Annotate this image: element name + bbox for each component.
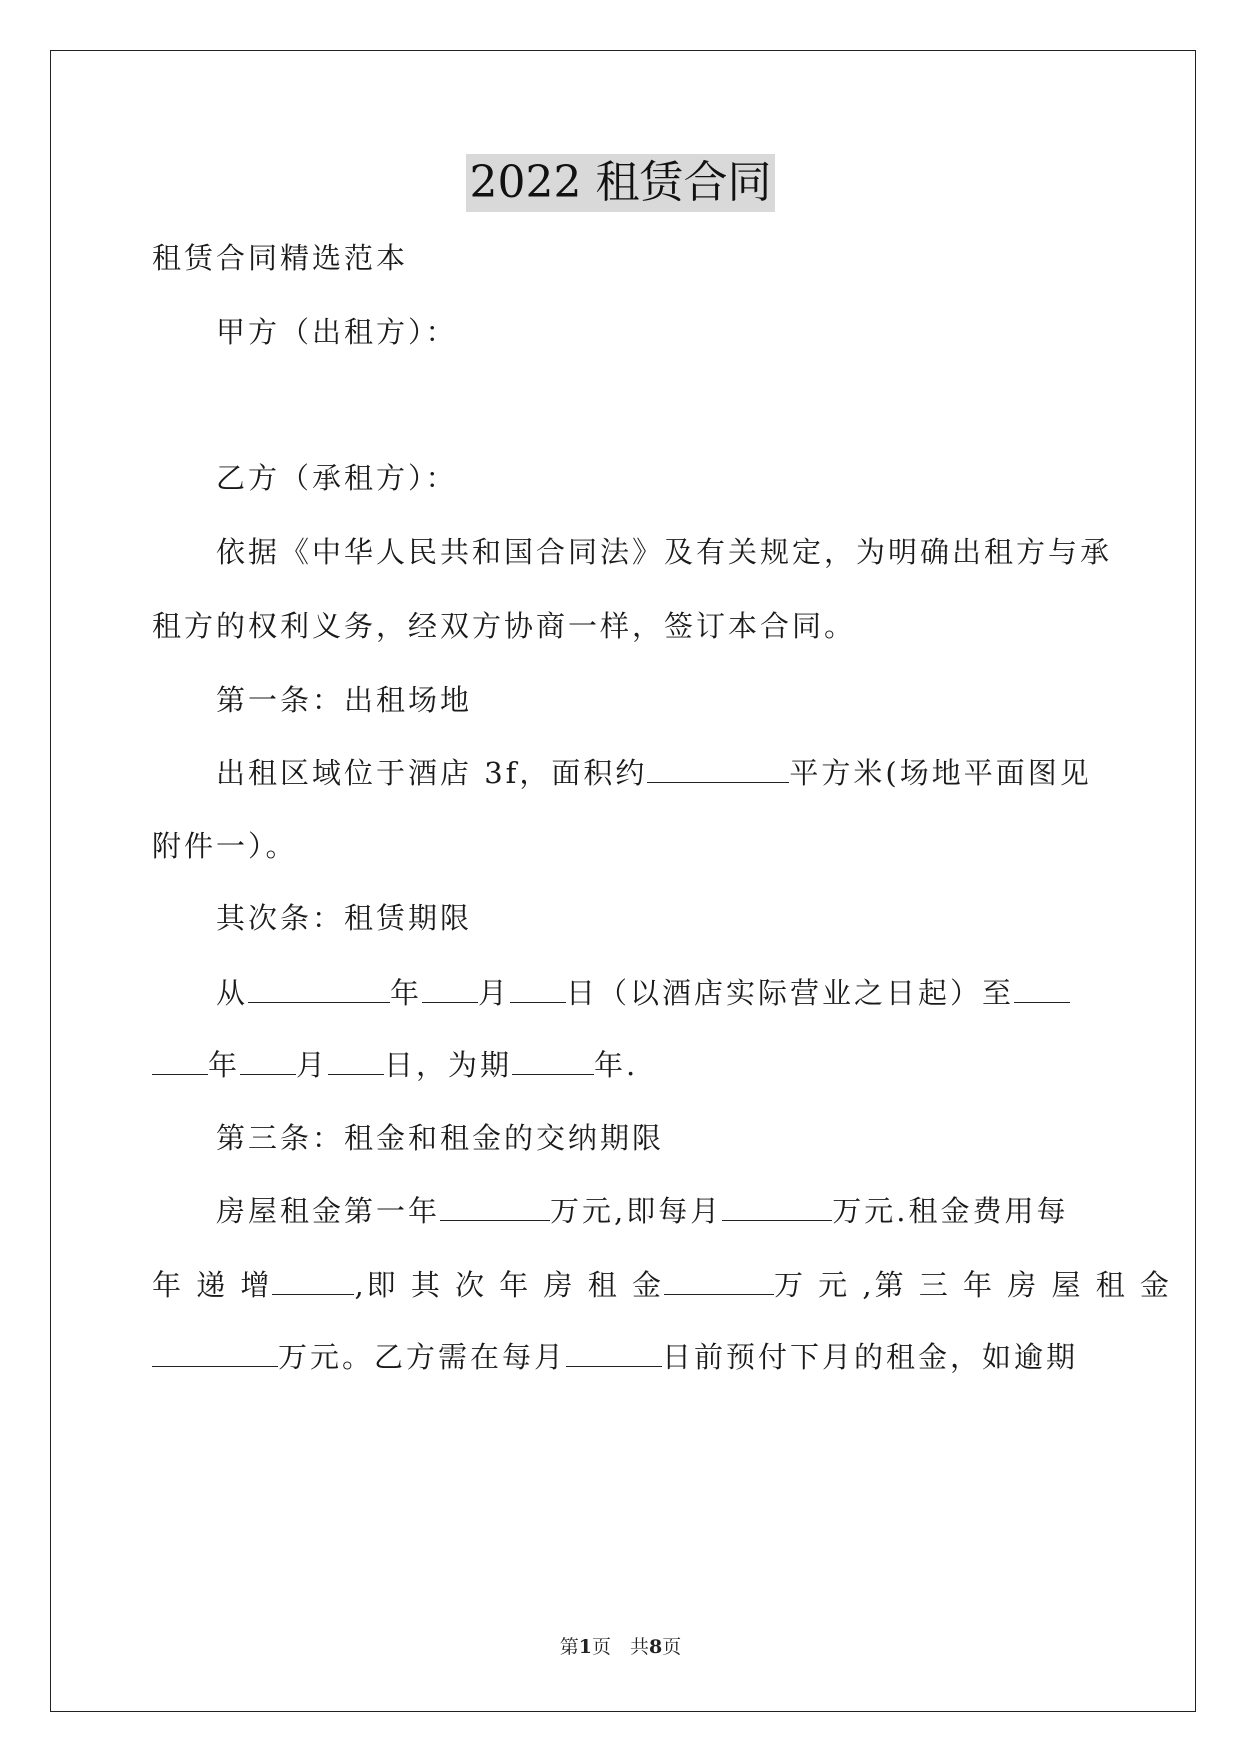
footer-mid: 页 共 — [591, 1636, 649, 1658]
term-text: 年. — [594, 1048, 639, 1082]
intro-line-1: 依据《中华人民共和国合同法》及有关规定，为明确出租方与承 — [216, 535, 1113, 569]
article-1-line-1 — [216, 752, 1092, 793]
term-text: 年 — [208, 1048, 241, 1082]
end-month-blank — [240, 1044, 296, 1075]
second-year-rent-blank — [664, 1264, 774, 1295]
footer-page-number: 1 — [578, 1636, 592, 1658]
article-3-line-1 — [216, 1190, 1092, 1231]
start-month-blank — [422, 972, 478, 1003]
first-year-rent-blank — [440, 1190, 550, 1221]
article-3-heading: 第三条：租金和租金的交纳期限 — [216, 1121, 665, 1155]
party-b-label: 乙方（承租方）： — [216, 461, 458, 495]
footer-suffix: 页 — [662, 1636, 682, 1658]
article-3-line-3 — [152, 1336, 1092, 1377]
duration-blank — [512, 1044, 594, 1075]
term-text: 日（以酒店实际营业之日起）至 — [566, 976, 1015, 1010]
rent-text: 万元.租金费用每 — [832, 1194, 1069, 1228]
page-footer — [0, 1634, 1241, 1660]
article-1-text-a: 出租区域位于酒店 3f，面积约 — [216, 756, 648, 790]
start-year-blank — [248, 972, 390, 1003]
page-border — [50, 50, 1196, 1712]
intro-line-2: 租方的权利义务，经双方协商一样，签订本合同。 — [152, 609, 857, 643]
end-year-blank-b — [152, 1044, 208, 1075]
article-3-line-2 — [152, 1264, 1172, 1305]
rent-text: 万 元 ,第 三 年 房 屋 租 金 — [773, 1268, 1172, 1302]
rent-text: 万元。乙方需在每月 — [278, 1340, 567, 1374]
term-text: 日，为期 — [384, 1048, 513, 1082]
area-blank — [647, 752, 789, 783]
article-1-text-b: 平方米(场地平面图见 — [789, 756, 1092, 790]
rent-text: 房屋租金第一年 — [216, 1194, 441, 1228]
start-day-blank — [510, 972, 566, 1003]
term-text: 月 — [296, 1048, 329, 1082]
third-year-rent-blank — [152, 1336, 278, 1367]
end-year-blank-a — [1014, 972, 1070, 1003]
document-title: 2022 租赁合同 — [466, 154, 776, 212]
article-2-line-1 — [216, 972, 1092, 1013]
rent-text: 日前预付下月的租金，如逾期 — [662, 1340, 1079, 1374]
footer-prefix: 第 — [559, 1636, 579, 1658]
rent-text: 万元,即每月 — [550, 1194, 723, 1228]
party-a-label: 甲方（出租方）： — [216, 315, 458, 349]
monthly-rent-blank — [722, 1190, 832, 1221]
increase-rate-blank — [272, 1264, 354, 1295]
subtitle: 租赁合同精选范本 — [152, 241, 409, 275]
term-text: 年 — [390, 976, 423, 1010]
article-2-heading: 其次条：租赁期限 — [216, 901, 473, 935]
document-title-wrap — [0, 154, 1241, 212]
rent-text: 年 递 增 — [152, 1268, 273, 1302]
article-2-line-2 — [152, 1044, 1092, 1085]
rent-text: ,即 其 次 年 房 租 金 — [354, 1268, 664, 1302]
footer-total-pages: 8 — [649, 1636, 663, 1658]
end-day-blank — [328, 1044, 384, 1075]
article-1-heading: 第一条：出租场地 — [216, 683, 473, 717]
article-1-line-2: 附件一）。 — [152, 829, 298, 863]
term-text: 从 — [216, 976, 249, 1010]
payment-day-blank — [566, 1336, 662, 1367]
term-text: 月 — [478, 976, 511, 1010]
